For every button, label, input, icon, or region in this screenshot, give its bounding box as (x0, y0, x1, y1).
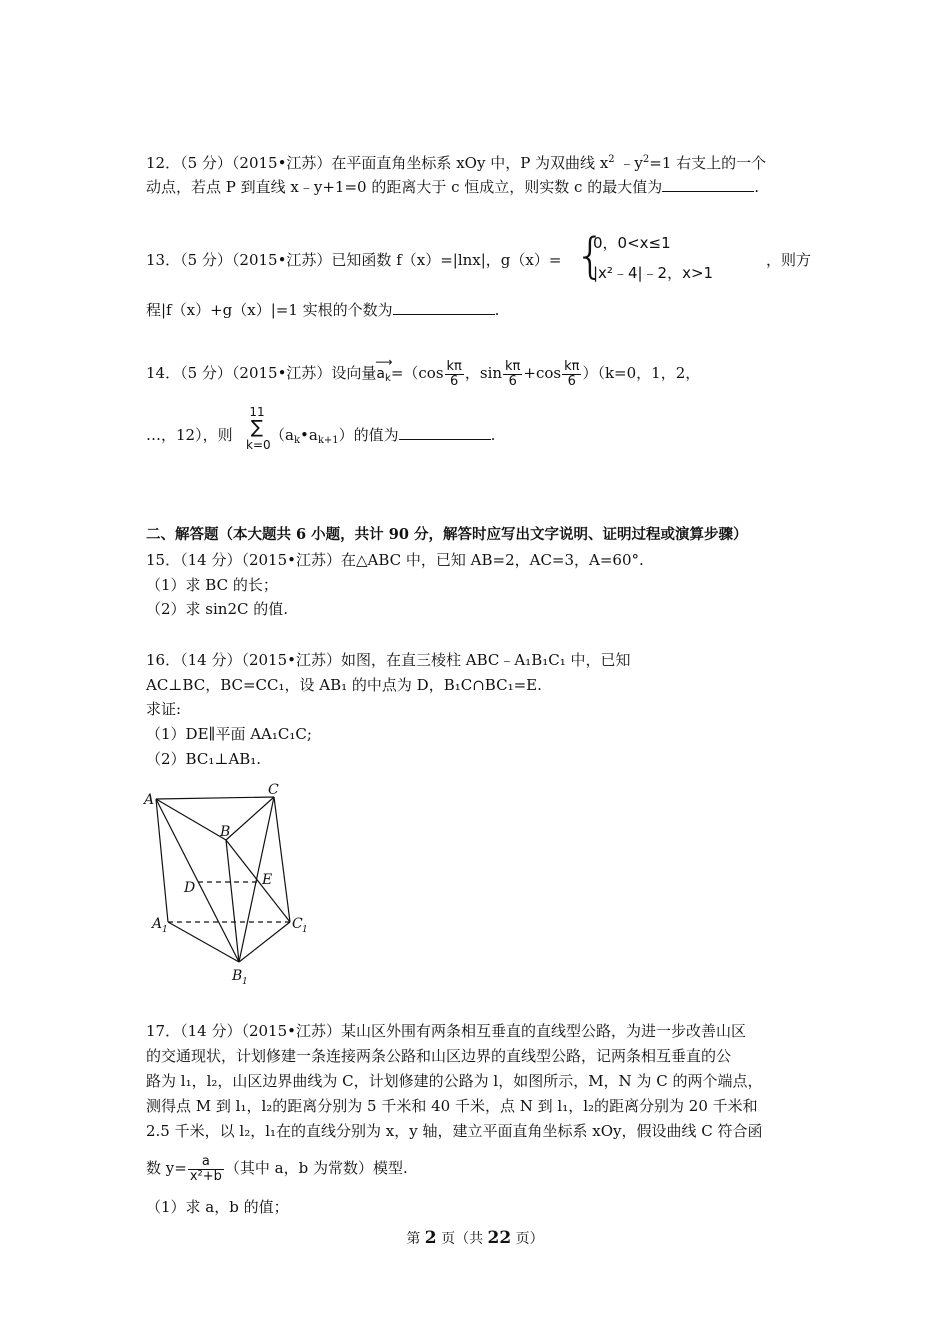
prism-figure (140, 780, 320, 990)
summation-symbol: 11 ∑ k=0 (246, 405, 271, 452)
fraction-k-pi-6: $\frac{k\pi}{6}$ (564, 358, 580, 389)
fraction-k-pi-6: $\frac{k\pi}{6}$ (505, 358, 521, 389)
label-b1-sub: 1 (242, 977, 248, 987)
label-d: D (184, 880, 196, 896)
label-e: E (262, 872, 273, 888)
q17-part1: （1）求 a，b 的值； (146, 1198, 289, 1216)
answer-blank (662, 177, 754, 192)
q16-line2: AC⊥BC，BC=CC₁，设 AB₁ 的中点为 D，B₁C∩BC₁=E. (146, 676, 542, 694)
fraction-k-pi-6: $\frac{k\pi}{6}$ (446, 358, 462, 389)
edge-cc1 (274, 797, 290, 922)
vector-a-k: ⟶ $a_k$ (376, 357, 390, 396)
q13-line1-end: ，则方 (766, 251, 812, 269)
label-c1: C (292, 916, 303, 932)
q17-line6: 数 y= $\frac{a}{\text{x²+b}}$ （其中 a，b 为常数）模型. (146, 1153, 408, 1184)
q14-line2-start: …，12），则 (146, 426, 233, 444)
piecewise-case-2: |x²﹣4|﹣2，x>1 (593, 264, 714, 282)
q12-line2: 动点，若点 P 到直线 x﹣y+1=0 的距离大于 c 恒成立，则实数 c 的最大值为 . (146, 178, 759, 196)
q16-line3: 求证: (146, 700, 182, 718)
edge-ac (156, 797, 274, 799)
q13-line1: 13．（5 分）（2015•江苏）已知函数 f（x）=|lnx|，g（x）= (146, 251, 562, 269)
page-total: 22 (487, 1228, 512, 1248)
label-a1-sub: 1 (162, 925, 168, 935)
answer-blank (399, 425, 491, 440)
vector-arrow-icon: ⟶ (375, 355, 393, 369)
q17-line2: 的交通现状，计划修建一条连接两条公路和山区边界的直线型公路，记两条相互垂直的公 (146, 1047, 732, 1065)
q16-part2: （2）BC₁⊥AB₁. (146, 750, 262, 768)
answer-blank (393, 300, 495, 315)
line-bc1 (226, 840, 290, 922)
label-c: C (268, 782, 279, 798)
label-b1: B (232, 968, 243, 984)
label-c1-sub: 1 (302, 925, 308, 935)
page-footer: 第 2 页（共 22 页） (406, 1228, 544, 1248)
label-a: A (144, 792, 155, 808)
q13-line2: 程|f（x）+g（x）|=1 实根的个数为 . (146, 301, 500, 319)
q17-line1: 17．（14 分）（2015•江苏）某山区外围有两条相互垂直的直线型公路，为进一步改善山区 (146, 1022, 746, 1040)
q14-line1: 14．（5 分）（2015•江苏）设向量 ⟶ $a_k=(\cos$ $\frac{k\pi}{6}$ ，sin $\frac{k\pi}{6}$ +cos $\frac{k\pi}{6}$ ）（k=0，1，2， (146, 356, 700, 396)
piecewise-function (575, 228, 765, 290)
q15-part2: （2）求 sin2C 的值. (146, 600, 289, 618)
label-b: B (220, 824, 231, 840)
edge-aa1 (156, 799, 168, 922)
brace-symbol: { (575, 228, 606, 284)
q16-line1: 16．（14 分）（2015•江苏）如图，在直三棱柱 ABC﹣A₁B₁C₁ 中，已知 (146, 651, 631, 669)
q16-part1: （1）DE∥平面 AA₁C₁C; (146, 725, 312, 743)
q15-line1: 15．（14 分）（2015•江苏）在△ABC 中，已知 AB=2，AC=3，A=60°. (146, 551, 644, 569)
q17-line3: 路为 l₁，l₂，山区边界曲线为 C，计划修建的公路为 l，如图所示，M，N 为 C 的两个端点， (146, 1072, 763, 1090)
fraction-a-over-x2-b: $\frac{a}{\text{x²+b}}$ (189, 1153, 222, 1184)
edge-bb1 (226, 840, 239, 962)
piecewise-case-1: 0，0<x≤1 (593, 234, 671, 252)
page-number: 2 (424, 1228, 437, 1248)
q17-line5: 2.5 千米，以 l₂，l₁在的直线分别为 x，y 轴，建立平面直角坐标系 xOy，假设曲线 C 符合函 (146, 1122, 763, 1140)
section-heading: 二、解答题（本大题共 6 小题，共计 90 分，解答时应写出文字说明、证明过程或演算步骤） (146, 526, 748, 543)
q17-line4: 测得点 M 到 l₁，l₂的距离分别为 5 千米和 40 千米，点 N 到 l₁，l₂的距离分别为 20 千米和 (146, 1097, 758, 1115)
label-a1: A (152, 916, 163, 932)
q12-line1: 12．（5 分）（2015•江苏）在平面直角坐标系 xOy 中，P 为双曲线 $x^2$ $﹣y^2=1$ 右支上的一个 (146, 154, 767, 172)
q15-part1: （1）求 BC 的长； (146, 576, 278, 594)
q14-line2-end: $(a_k•a_{k+1})$的值为 . (270, 426, 496, 446)
